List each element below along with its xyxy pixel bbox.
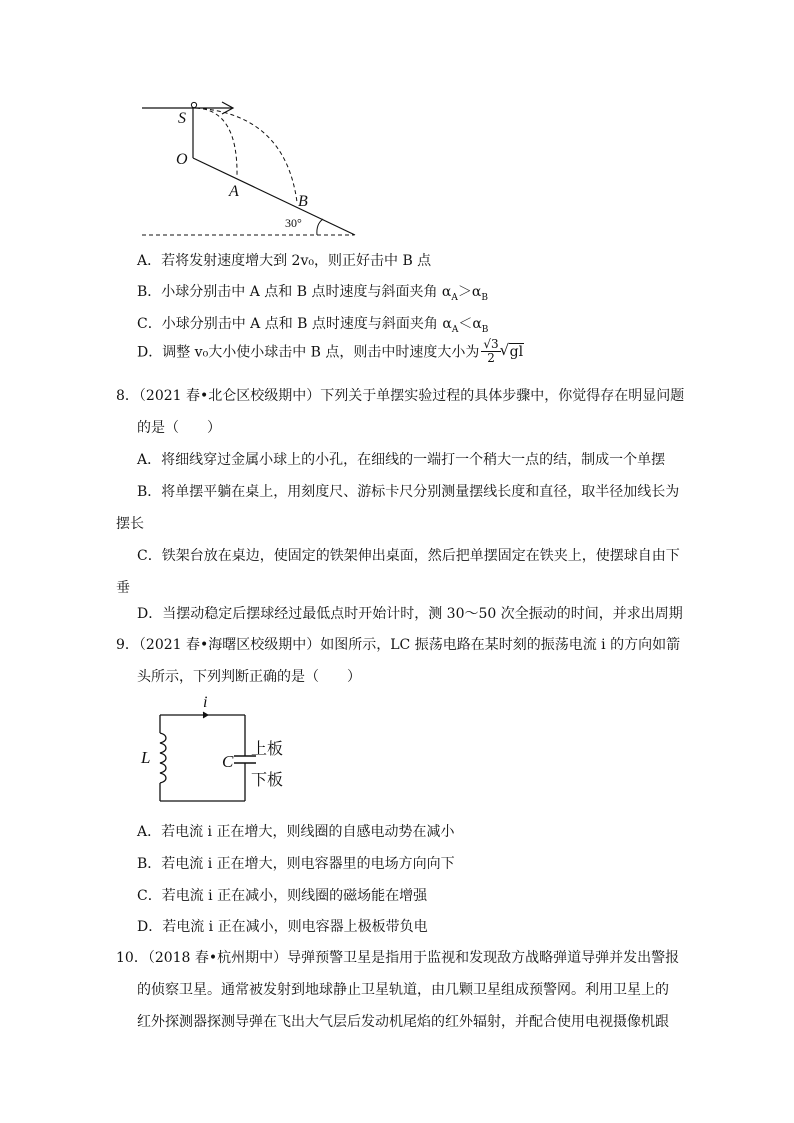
label-current-i: i: [203, 694, 208, 711]
q7-option-a: A．若将发射速度增大到 2v₀，则正好击中 B 点: [137, 253, 432, 269]
q7-option-b-text: B．小球分别击中 A 点和 B 点时速度与斜面夹角 α: [137, 284, 452, 300]
sqrt-gl: √ gl: [509, 343, 524, 360]
q9-option-c: C．若电流 i 正在减小，则线圈的磁场能在增强: [137, 888, 428, 904]
q7-option-c: [137, 313, 488, 335]
q7-option-c-sub-a: A: [451, 324, 459, 335]
q7-option-b-sub-a: A: [451, 292, 458, 303]
q7-option-c-rel: ＜α: [458, 316, 482, 332]
label-lower-plate: 下板: [251, 770, 284, 789]
q9-stem-line2: 头所示，下列判断正确的是（ ）: [137, 669, 361, 685]
projectile-incline-figure: [140, 98, 370, 243]
label-capacitor-c: C: [222, 752, 234, 771]
fraction-numerator: √3: [483, 337, 499, 351]
q7-option-b: [137, 281, 488, 303]
label-inductor-l: L: [141, 748, 151, 767]
q8-stem-line1: 8．（2021 春•北仑区校级期中）下列关于单摆实验过程的具体步骤中，你觉得存在明显问题: [116, 388, 685, 404]
q8-option-c-line1: C．铁架台放在桌边，使固定的铁架伸出桌面，然后把单摆固定在铁夹上，使摆球自由下: [137, 548, 680, 564]
q8-option-a: A．将细线穿过金属小球上的小孔，在细线的一端打一个稍大一点的结，制成一个单摆: [137, 452, 666, 468]
lc-circuit-figure: [150, 705, 260, 815]
label-s: S: [178, 110, 186, 127]
fraction-denominator: 2: [487, 351, 495, 365]
label-b: B: [298, 193, 308, 210]
q7-option-d-text: D．调整 v₀大小使小球击中 B 点，则击中时速度大小为: [137, 344, 480, 361]
q7-option-c-text: C．小球分别击中 A 点和 B 点时速度与斜面夹角 α: [137, 316, 452, 332]
q8-option-b-line2: 摆长: [116, 516, 144, 532]
q8-stem-line2: 的是（ ）: [137, 420, 221, 436]
q9-option-d: D．若电流 i 正在减小，则电容器上极板带负电: [137, 919, 428, 935]
q8-option-c-line2: 垂: [116, 580, 130, 596]
label-upper-plate: 上板: [251, 739, 284, 758]
angle-label: 30°: [285, 216, 302, 230]
fraction: [481, 338, 500, 365]
q8-option-d: D．当摆动稳定后摆球经过最低点时开始计时，测 30～50 次全振动的时间，并求出周期: [137, 606, 683, 622]
label-a: A: [229, 183, 239, 200]
q9-option-b: B．若电流 i 正在增大，则电容器里的电场方向向下: [137, 856, 455, 872]
q7-option-c-sub-b: B: [481, 324, 489, 335]
q7-option-d: [137, 338, 524, 365]
q7-option-b-rel: ＞α: [457, 284, 482, 300]
label-o: O: [176, 151, 188, 168]
q10-stem-line3: 红外探测器探测导弹在飞出大气层后发动机尾焰的红外辐射，并配合使用电视摄像机跟: [137, 1014, 669, 1030]
q8-option-b-line1: B．将单摆平躺在桌上，用刻度尺、游标卡尺分别测量摆线长度和直径，取半径加线长为: [137, 484, 680, 500]
q10-stem-line2: 的侦察卫星。通常被发射到地球静止卫星轨道，由几颗卫星组成预警网。利用卫星上的: [137, 982, 669, 998]
q9-option-a: A．若电流 i 正在增大，则线圈的自感电动势在减小: [137, 824, 455, 840]
q9-stem-line1: 9．（2021 春•海曙区校级期中）如图所示，LC 振荡电路在某时刻的振荡电流 i 的方向如箭: [116, 637, 681, 653]
q7-option-b-sub-b: B: [481, 292, 488, 303]
q10-stem-line1: 10．（2018 春•杭州期中）导弹预警卫星是指用于监视和发现敌方战略弹道导弹并发出警报: [116, 950, 680, 966]
